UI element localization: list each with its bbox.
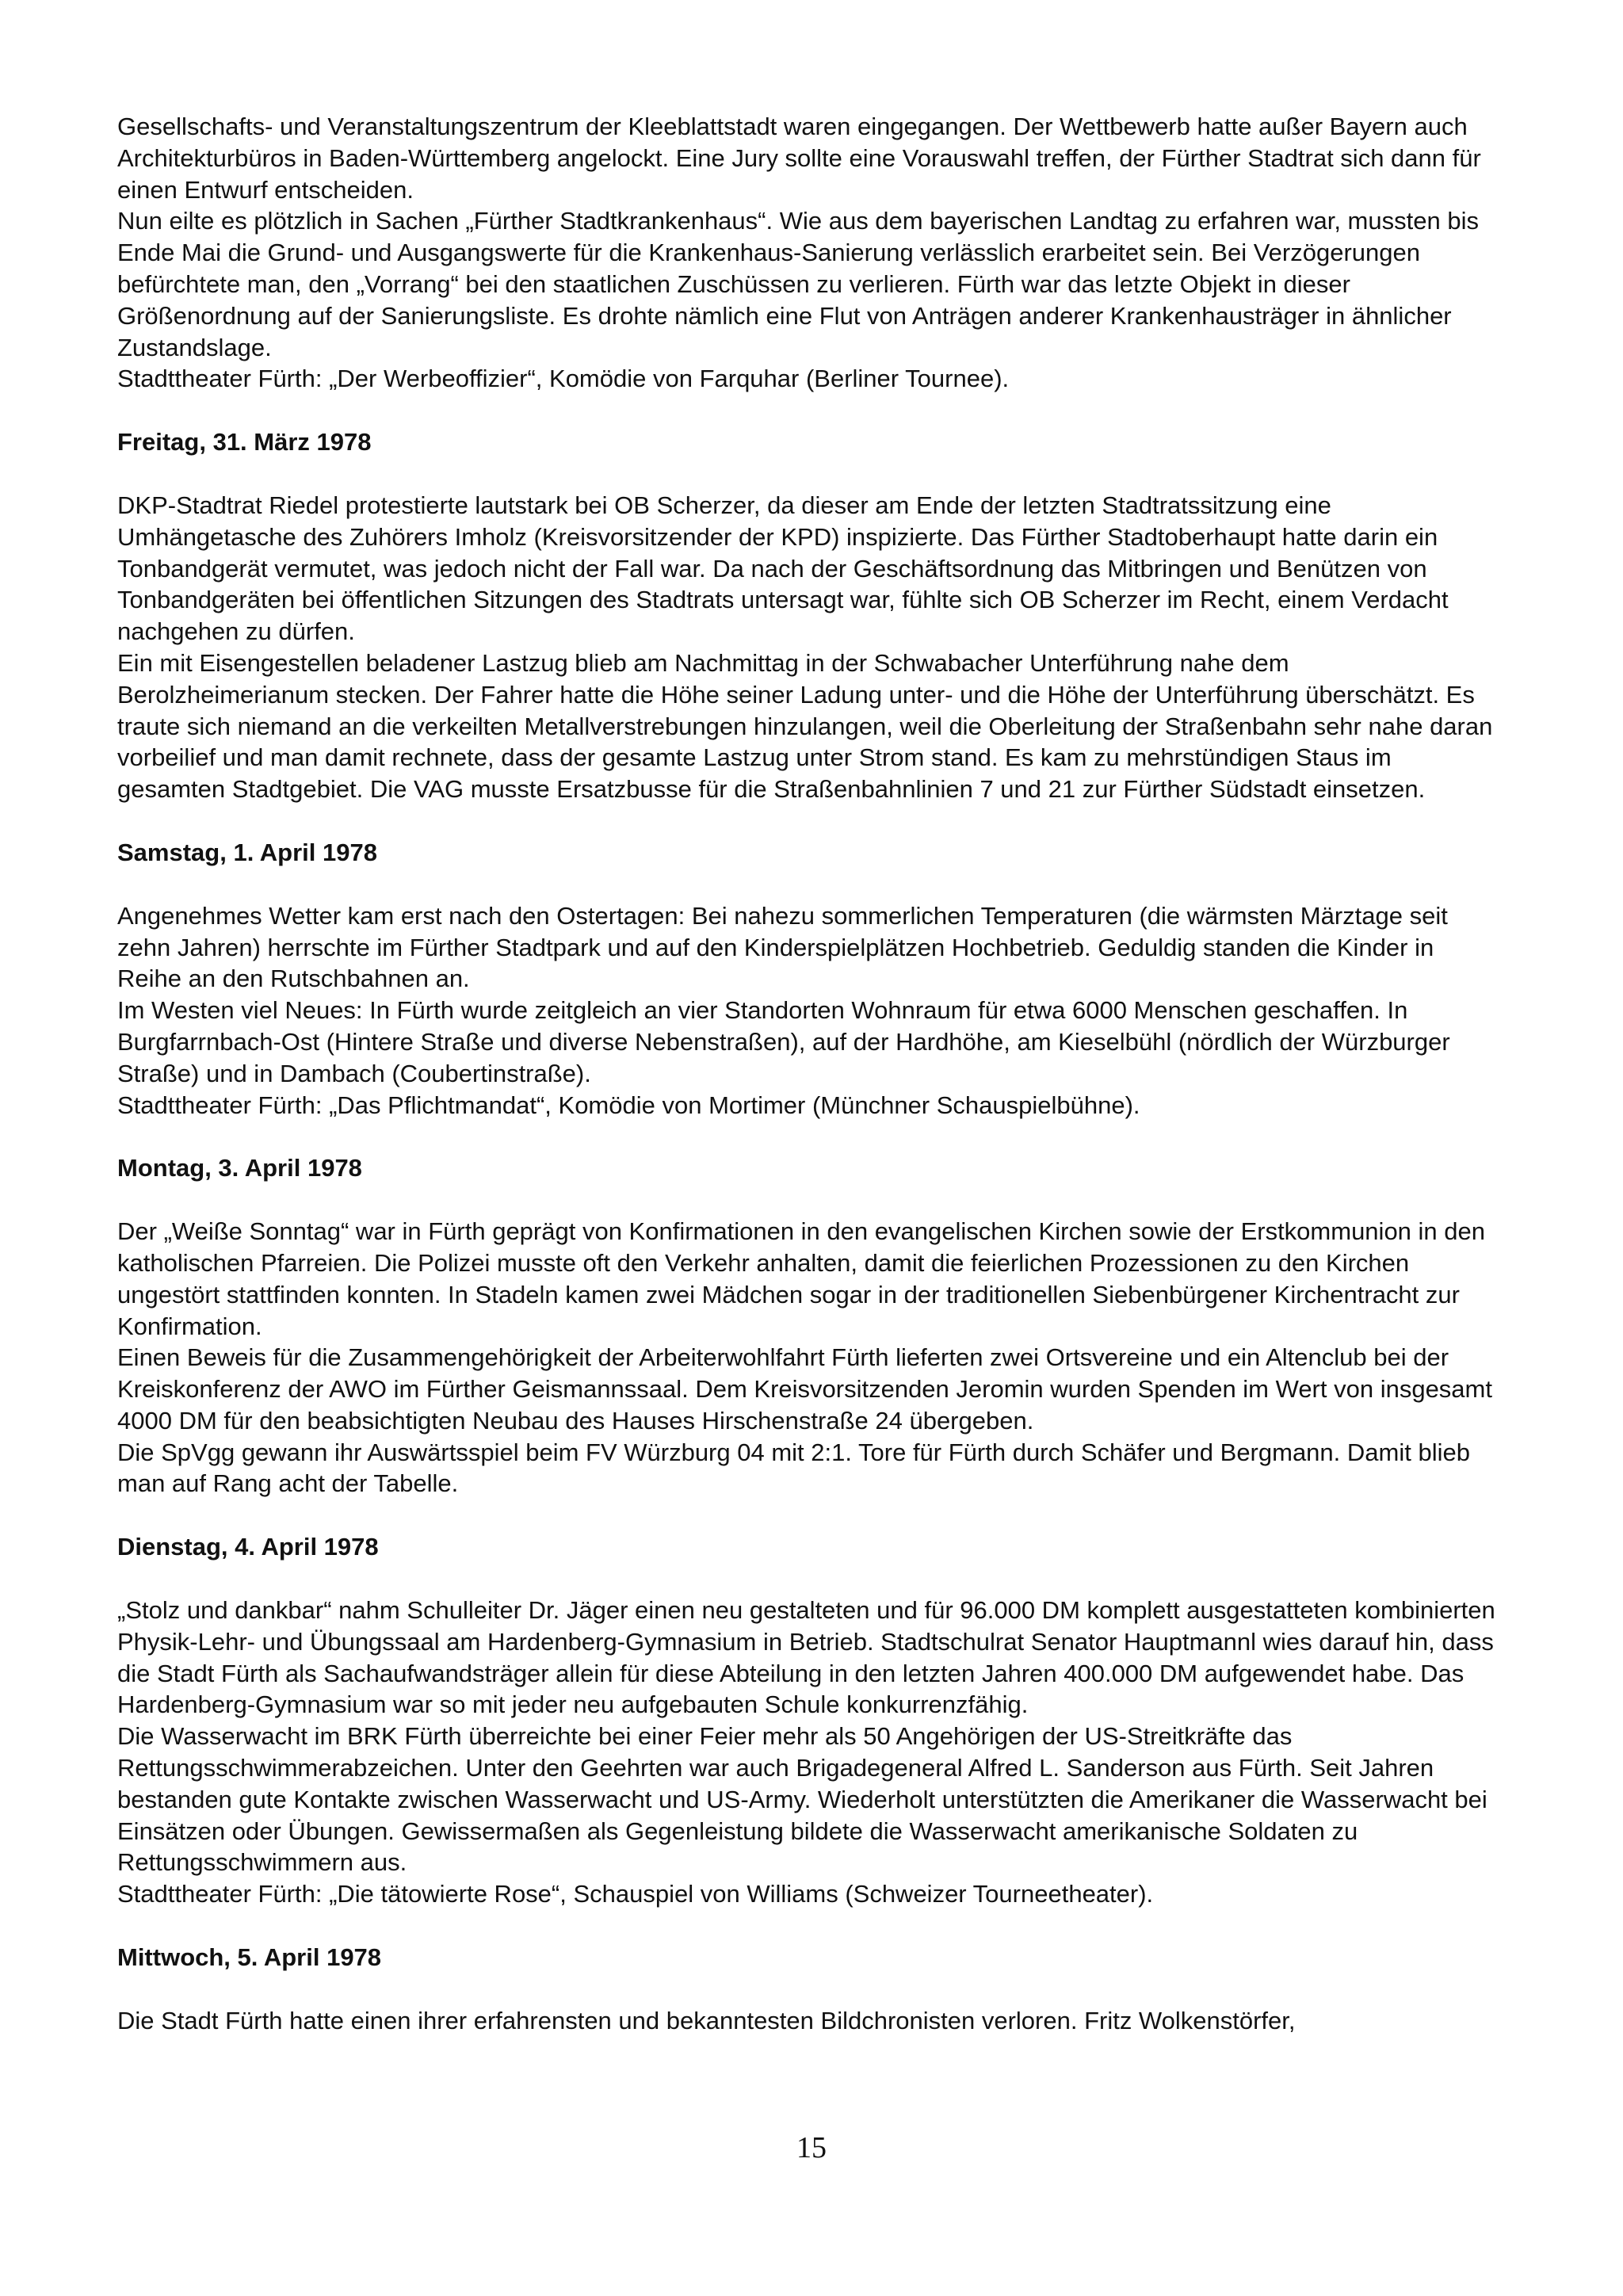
paragraph: Nun eilte es plötzlich in Sachen „Fürther Stadtkrankenhaus“. Wie aus dem bayerischen Landtag zu erfahren war, mussten bis Ende Mai die Grund- und Ausgangswerte für die Krankenhaus-Sanierung verlässlich erarbeitet sein. Bei Verzögerungen befürchtete man, den „Vorrang“ bei den staatlichen Zuschüssen zu verlieren. Fürth war das letzte Objekt in dieser Größenordnung auf der Sanierungsliste. Es drohte nämlich eine Flut von Anträgen anderer Krankenhausträger in ähnlicher Zustandslage.: [117, 207, 1479, 361]
paragraph: Ein mit Eisengestellen beladener Lastzug blieb am Nachmittag in der Schwabacher Unterführung nahe dem Berolzheimerianum stecken. Der Fahrer hatte die Höhe seiner Ladung unter- und die Höhe der Unterführung überschätzt. Es traute sich niemand an die verkeilten Metallverstrebungen hinzulangen, weil die Oberleitung der Straßenbahn sehr nahe daran vorbeilief und man damit rechnete, dass der gesamte Lastzug unter Strom stand. Es kam zu mehrstündigen Staus im gesamten Stadtgebiet. Die VAG musste Ersatzbusse für die Straßenbahnlinien 7 und 21 zur Fürther Südstadt einsetzen.: [117, 648, 1493, 804]
paragraph: Die Wasserwacht im BRK Fürth überreichte bei einer Feier mehr als 50 Angehörigen der US-Streitkräfte das Rettungsschwimmerabzeichen. Unter den Geehrten war auch Brigadegeneral Alfred L. Sanderson aus Fürth. Seit Jahren bestanden gute Kontakte zwischen Wasserwacht und US-Army. Wiederholt unterstützten die Amerikaner die Wasserwacht bei Einsätzen oder Übungen. Gewissermaßen als Gegenleistung bildete die Wasserwacht amerikanische Soldaten zu Rettungsschwimmern aus.: [117, 1722, 1487, 1877]
entry-section: [117, 1152, 1500, 1499]
paragraph: Einen Beweis für die Zusammengehörigkeit der Arbeiterwohlfahrt Fürth lieferten zwei Ortsvereine und ein Altenclub bei der Kreiskonferenz der AWO im Fürther Geismannssaal. Dem Kreisvorsitzenden Jeromin wurden Spenden im Wert von insgesamt 4000 DM für den beabsichtigten Neubau des Hauses Hirschenstraße 24 übergeben.: [117, 1343, 1492, 1435]
spacer: [117, 395, 1500, 426]
paragraph: Gesellschafts- und Veranstaltungszentrum der Kleeblattstadt waren eingegangen. Der Wettbewerb hatte außer Bayern auch Architekturbüros in Baden-Württemberg angelockt. Eine Jury sollte eine Vorauswahl treffen, der Fürther Stadtrat sich dann für einen Entwurf entscheiden.: [117, 113, 1481, 204]
paragraph: Stadttheater Fürth: „Das Pflichtmandat“, Komödie von Mortimer (Münchner Schauspielbühne).: [117, 1091, 1140, 1119]
spacer: [117, 805, 1500, 837]
date-heading: Freitag, 31. März 1978: [117, 428, 372, 457]
spacer: [117, 1563, 1500, 1595]
date-heading: Samstag, 1. April 1978: [117, 838, 377, 866]
paragraph: Angenehmes Wetter kam erst nach den Ostertagen: Bei nahezu sommerlichen Temperaturen (die wärmsten Märztage seit zehn Jahren) herrschte im Fürther Stadtpark und auf den Kinderspielplätzen Hochbetrieb. Geduldig standen die Kinder in Reihe an den Rutschbahnen an.: [117, 901, 1448, 993]
paragraph: Im Westen viel Neues: In Fürth wurde zeitgleich an vier Standorten Wohnraum für etwa 6000 Menschen geschaffen. In Burgfarrnbach-Ost (Hintere Straße und diverse Nebenstraßen), auf der Hardhöhe, am Kieselbühl (nördlich der Würzburger Straße) und in Dambach (Coubertinstraße).: [117, 996, 1450, 1087]
date-heading: Dienstag, 4. April 1978: [117, 1533, 379, 1561]
paragraph: Stadttheater Fürth: „Der Werbeoffizier“, Komödie von Farquhar (Berliner Tournee).: [117, 365, 1010, 393]
spacer: [117, 1910, 1500, 1942]
date-heading: Montag, 3. April 1978: [117, 1154, 362, 1182]
spacer: [117, 1184, 1500, 1216]
intro-section: [117, 111, 1500, 395]
document-page: [117, 111, 1500, 2037]
spacer: [117, 458, 1500, 490]
paragraph: Stadttheater Fürth: „Die tätowierte Rose“, Schauspiel von Williams (Schweizer Tourneetheater).: [117, 1880, 1154, 1908]
page-number: 15: [796, 2131, 827, 2164]
paragraph: Der „Weiße Sonntag“ war in Fürth geprägt von Konfirmationen in den evangelischen Kirchen sowie der Erstkommunion in den katholischen Pfarreien. Die Polizei musste oft den Verkehr anhalten, damit die feierlichen Prozessionen zu den Kirchen ungestört stattfinden konnten. In Stadeln kamen zwei Mädchen sogar in der traditionellen Siebenbürgener Kirchentracht zur Konfirmation.: [117, 1217, 1485, 1340]
paragraph: DKP-Stadtrat Riedel protestierte lautstark bei OB Scherzer, da dieser am Ende der letzten Stadtratssitzung eine Umhängetasche des Zuhörers Imholz (Kreisvorsitzender der KPD) inspizierte. Das Fürther Stadtoberhaupt hatte darin ein Tonbandgerät vermutet, was jedoch nicht der Fall war. Da nach der Geschäftsordnung das Mitbringen und Benützen von Tonbandgeräten bei öffentlichen Sitzungen des Stadtrats untersagt war, fühlte sich OB Scherzer im Recht, einem Verdacht nachgehen zu dürfen.: [117, 491, 1449, 646]
paragraph: „Stolz und dankbar“ nahm Schulleiter Dr. Jäger einen neu gestalteten und für 96.000 DM komplett ausgestatteten kombinierten Physik-Lehr- und Übungssaal am Hardenberg-Gymnasium in Betrieb. Stadtschulrat Senator Hauptmannl wies darauf hin, dass die Stadt Fürth als Sachaufwandsträger allein für diese Abteilung in den letzten Jahren 400.000 DM aufgewendet habe. Das Hardenberg-Gymnasium war so mit jeder neu aufgebauten Schule konkurrenzfähig.: [117, 1596, 1495, 1719]
entry-section: [117, 1942, 1500, 2037]
entry-section: [117, 1531, 1500, 1910]
entry-section: [117, 837, 1500, 1121]
spacer: [117, 1121, 1500, 1152]
spacer: [117, 1499, 1500, 1531]
spacer: [117, 1973, 1500, 2005]
date-heading: Mittwoch, 5. April 1978: [117, 1943, 382, 1972]
spacer: [117, 869, 1500, 900]
paragraph: Die SpVgg gewann ihr Auswärtsspiel beim FV Würzburg 04 mit 2:1. Tore für Fürth durch Schäfer und Bergmann. Damit blieb man auf Rang acht der Tabelle.: [117, 1438, 1470, 1498]
entry-section: [117, 426, 1500, 805]
paragraph: Die Stadt Fürth hatte einen ihrer erfahrensten und bekanntesten Bildchronisten verloren. Fritz Wolkenstörfer,: [117, 2006, 1296, 2034]
